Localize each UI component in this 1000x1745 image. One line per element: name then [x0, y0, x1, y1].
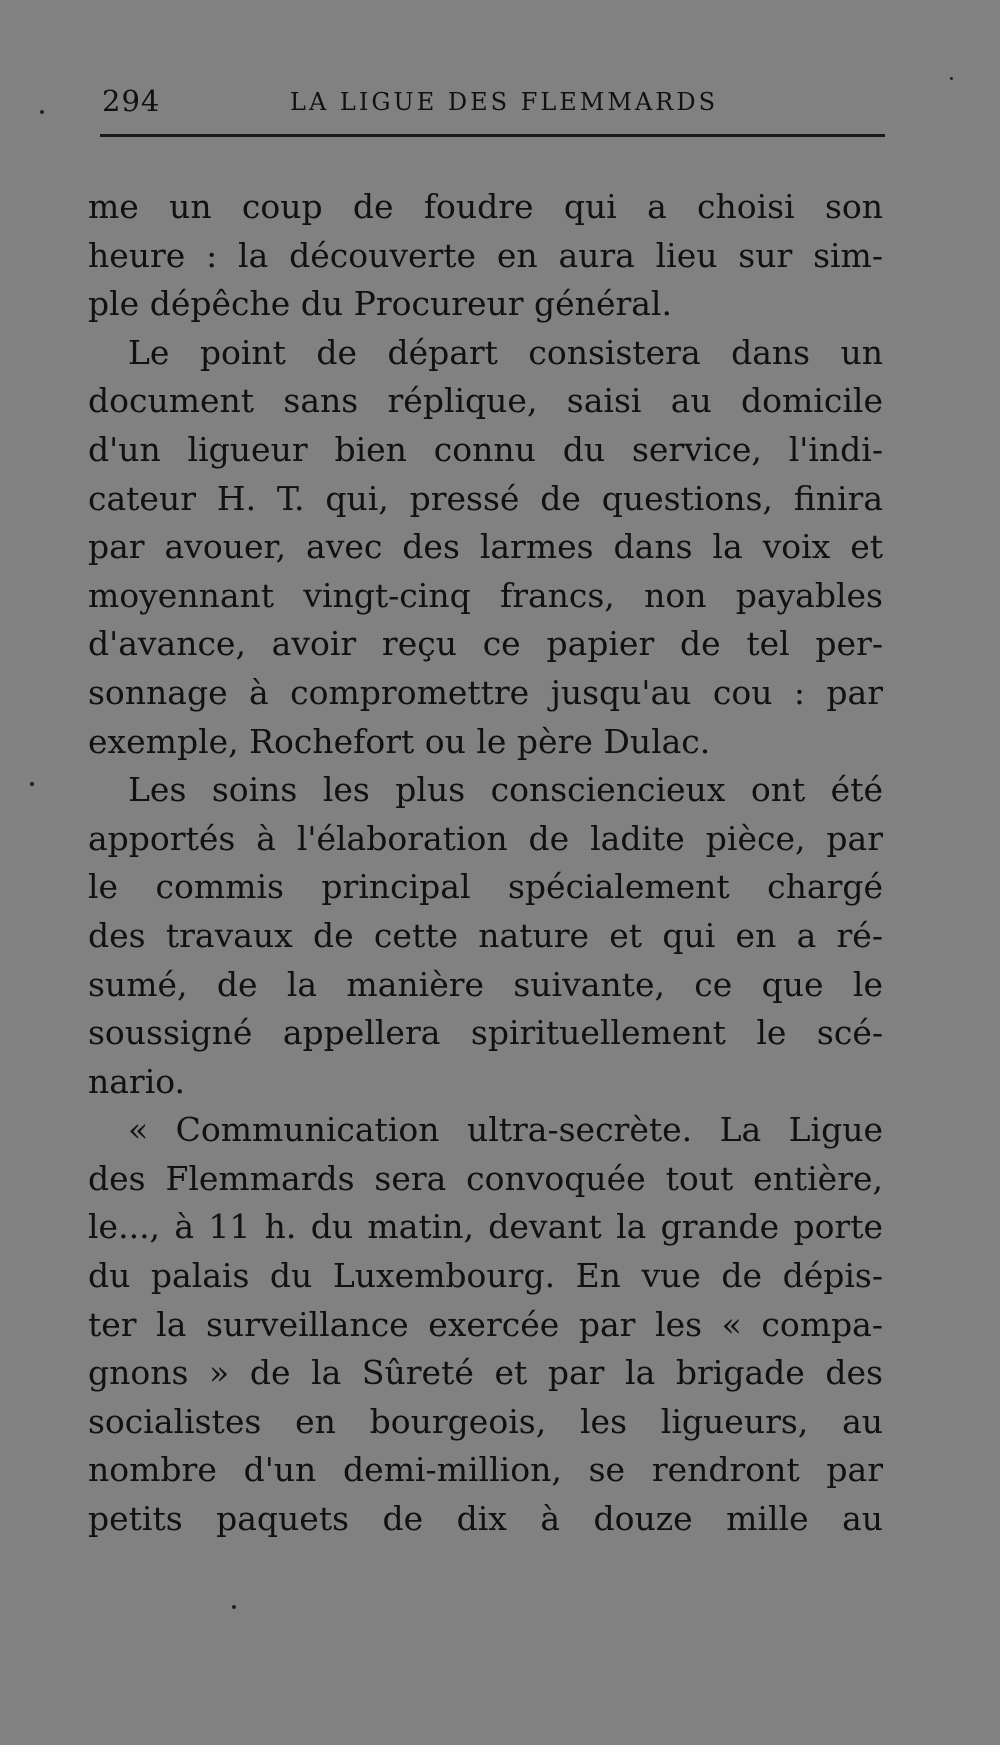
text-line: petits paquets de dix à douze mille au	[88, 1499, 883, 1539]
text-line: Le point de départ consistera dans un	[128, 332, 883, 372]
text-line: soussigné appellera spirituellement le scé-	[88, 1013, 883, 1053]
text-line: sumé, de la manière suivante, ce que le	[88, 964, 883, 1004]
text-line: d'un ligueur bien connu du service, l'indi-	[88, 429, 883, 469]
scan-speck	[232, 1605, 236, 1609]
text-line: document sans réplique, saisi au domicile	[88, 381, 883, 421]
text-line: heure : la découverte en aura lieu sur sim-	[88, 235, 883, 275]
text-line: ple dépêche du Procureur général.	[88, 284, 672, 324]
text-line: « Communication ultra-secrète. La Ligue	[128, 1110, 883, 1150]
text-line: par avouer, avec des larmes dans la voix et	[88, 527, 883, 567]
text-line: sonnage à compromettre jusqu'au cou : par	[88, 672, 883, 712]
text-line: des travaux de cette nature et qui en a ré-	[88, 915, 883, 955]
scan-speck	[30, 782, 34, 786]
text-line: gnons » de la Sûreté et par la brigade des	[88, 1353, 883, 1393]
running-title: LA LIGUE DES FLEMMARDS	[290, 88, 719, 116]
body-text	[88, 183, 883, 1544]
text-line: le commis principal spécialement chargé	[88, 867, 883, 907]
text-line: Les soins les plus consciencieux ont été	[128, 770, 883, 810]
page-number: 294	[102, 84, 161, 118]
text-line: d'avance, avoir reçu ce papier de tel per-	[88, 624, 883, 664]
text-line: du palais du Luxembourg. En vue de dépis-	[88, 1256, 883, 1296]
text-line: apportés à l'élaboration de ladite pièce, par	[88, 818, 883, 858]
text-line: ter la surveillance exercée par les « compa-	[88, 1304, 883, 1344]
text-line: exemple, Rochefort ou le père Dulac.	[88, 721, 711, 761]
text-line: nombre d'un demi-million, se rendront par	[88, 1450, 883, 1490]
text-line: nario.	[88, 1061, 186, 1101]
header-rule	[100, 134, 885, 137]
text-line: le..., à 11 h. du matin, devant la grande porte	[88, 1207, 883, 1247]
running-header	[100, 84, 885, 124]
text-line: moyennant vingt-cinq francs, non payables	[88, 575, 883, 615]
scan-speck	[40, 110, 44, 114]
text-line: des Flemmards sera convoquée tout entière,	[88, 1158, 883, 1198]
text-line: cateur H. T. qui, pressé de questions, finira	[88, 478, 883, 518]
text-line: socialistes en bourgeois, les ligueurs, au	[88, 1401, 883, 1441]
text-line: me un coup de foudre qui a choisi son	[88, 187, 883, 226]
scan-speck	[950, 77, 953, 80]
